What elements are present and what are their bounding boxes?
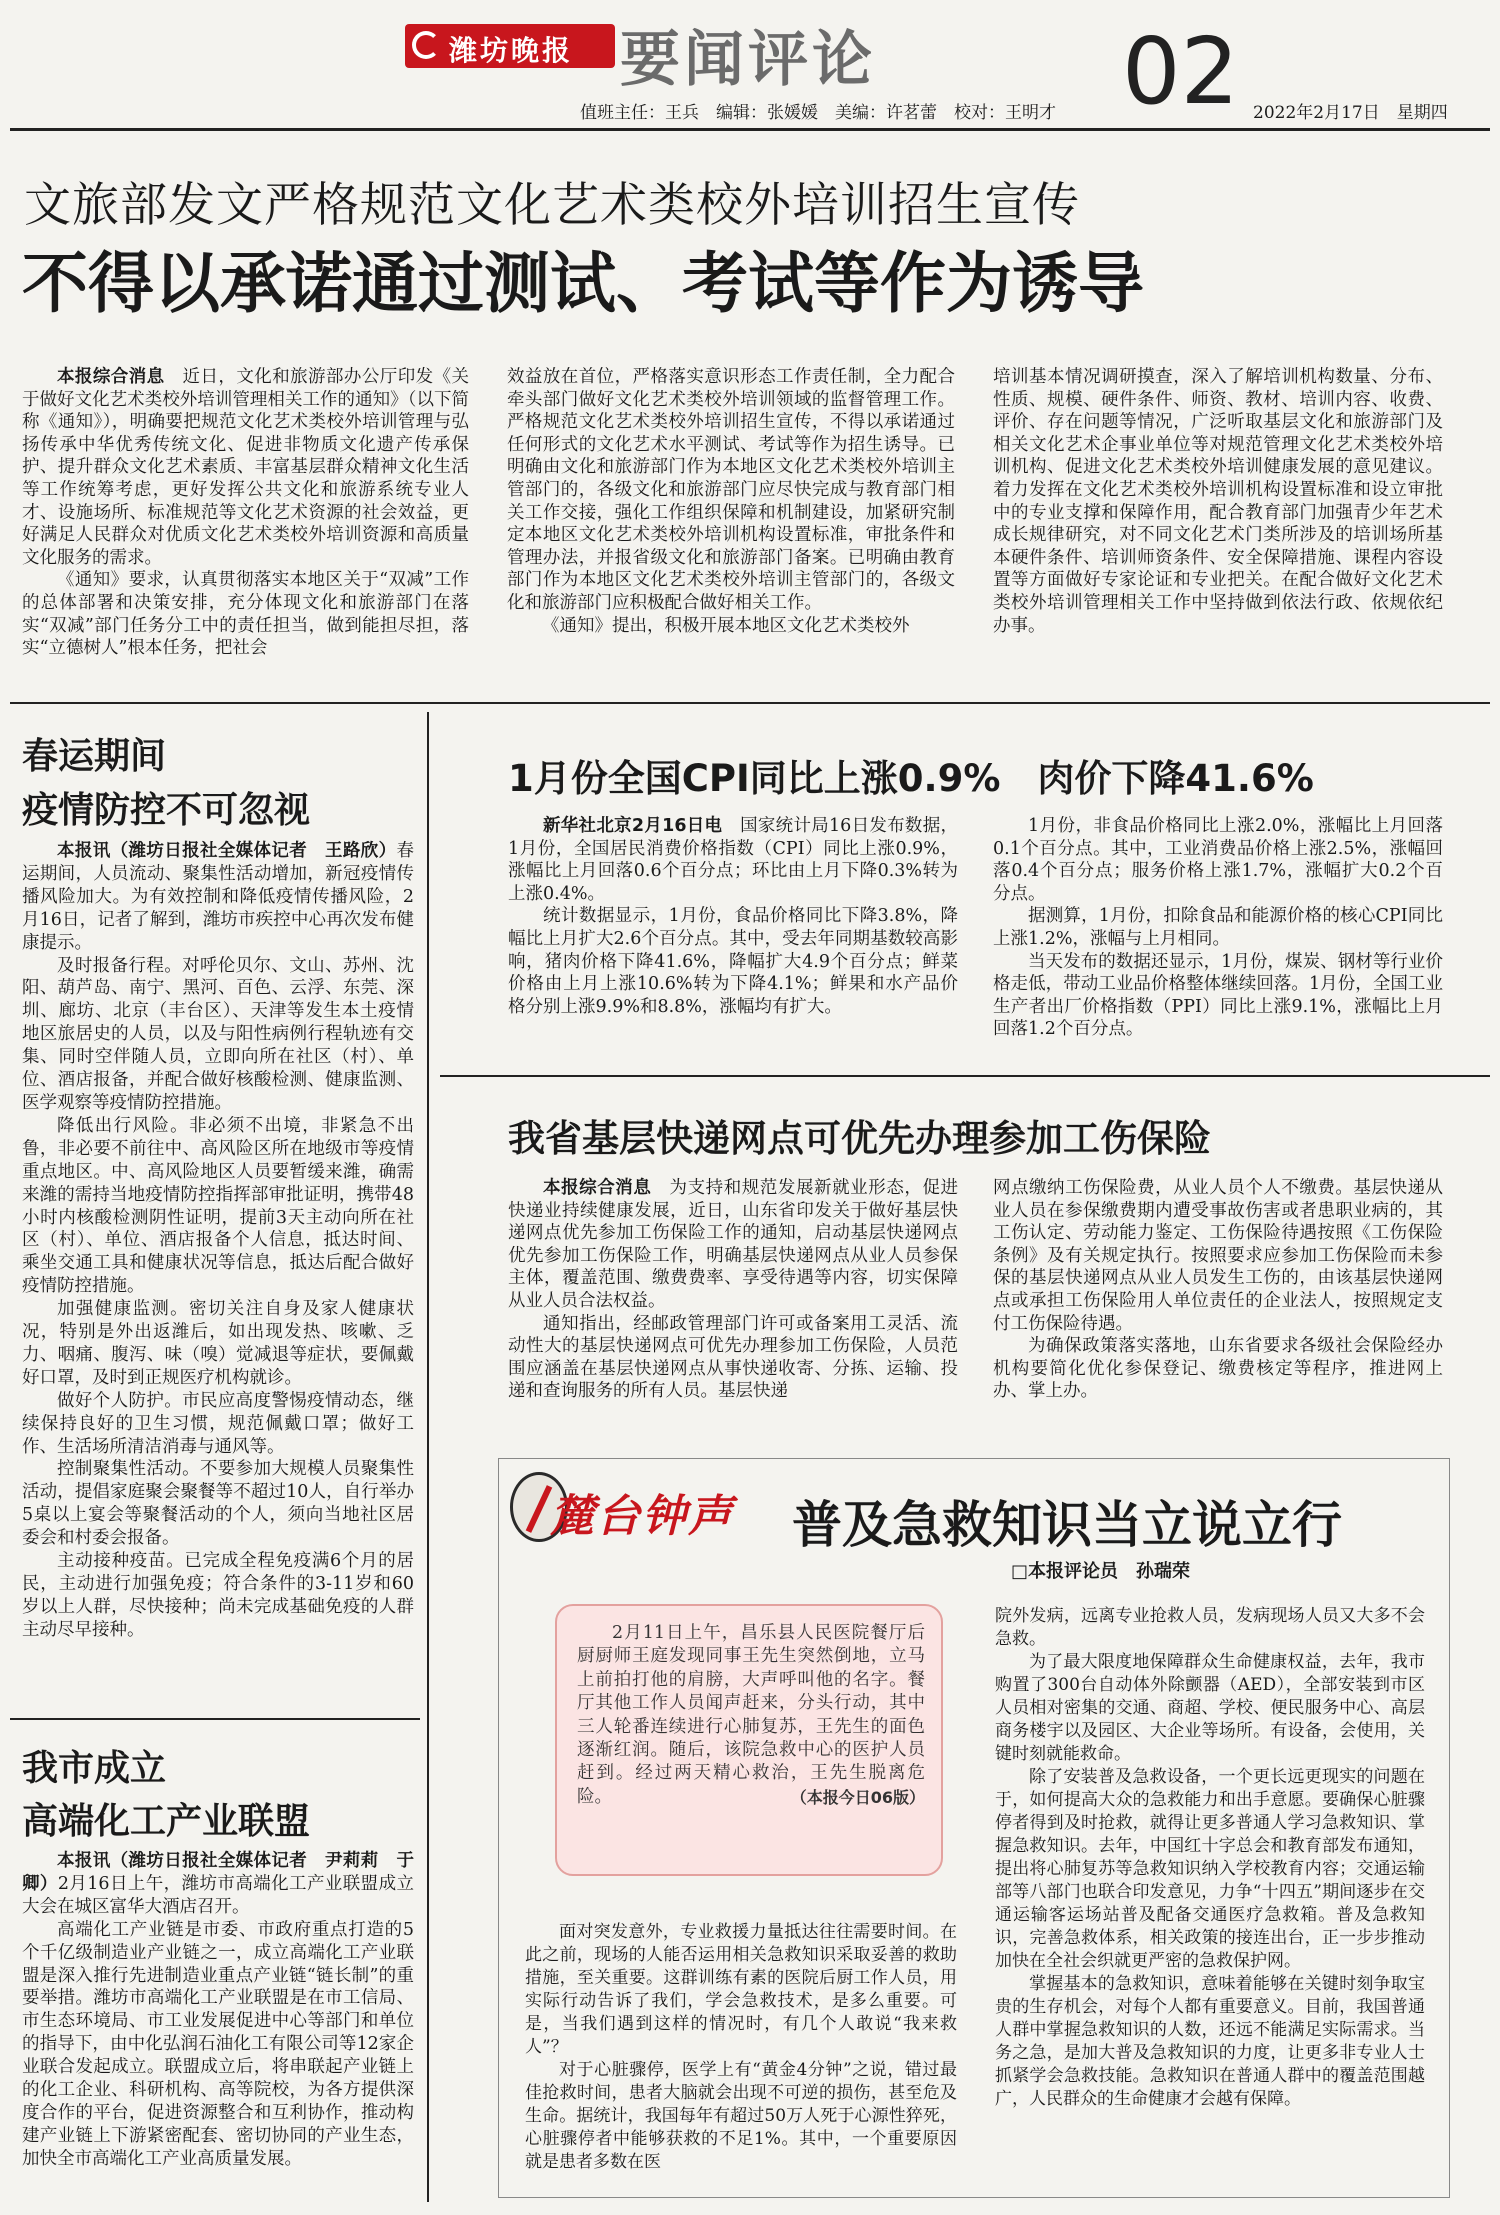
express-column-right (993, 1177, 1443, 1442)
paragraph: 为确保政策落实落地，山东省要求各级社会保险经办机构要简化优化参保登记、缴费核定等程序，推进网上办、掌上办。 (993, 1336, 1443, 1402)
paragraph: 加强健康监测。密切关注自身及家人健康状况，特别是外出返潍后，如出现发热、咳嗽、乏力、咽痛、腹泻、味（嗅）觉减退等症状，要佩戴好口罩，及时到正规医疗机构就诊。 (22, 1299, 414, 1388)
paragraph: 掌握基本的急救知识，意味着能够在关键时刻争取宝贵的生存机会，对每个人都有重要意义。目前，我国普通人群中掌握急救知识的人数，还远不能满足实际需求。当务之急，是加大普及急救知识的力度，让更多非专业人士抓紧学会急救技能。急救知识在普通人群中的覆盖范围越广，人民群众的生命健康才会越有保障。 (995, 1974, 1425, 2109)
paragraph: 当天发布的数据还显示，1月份，煤炭、钢材等行业价格走低，带动工业品价格整体继续回落。1月份，全国工业生产者出厂价格指数（PPI）同比上涨9.1%，涨幅比上月回落1.2个百分点。 (993, 951, 1443, 1040)
alliance-byline: 本报讯（潍坊日报社全媒体记者 尹莉莉 于卿） (22, 1851, 414, 1894)
paragraph: 对于心脏骤停，医学上有“黄金4分钟”之说，错过最佳抢救时间，患者大脑就会出现不可逆的损伤，甚至危及生命。据统计，我国每年有超过50万人死于心源性猝死，心脏骤停者中能够获救的不足1%。其中，一个重要原因就是患者多数在医 (525, 2060, 957, 2172)
paragraph: 近日，文化和旅游部办公厅印发《关于做好文化艺术类校外培训管理相关工作的通知》（以下简称《通知》），明确要把规范文化艺术类校外培训管理与弘扬传承中华优秀传统文化、促进非物质文化遗产传承保护、提升群众文化艺术素质、丰富基层群众精神文化生活等工作统筹考虑，更好发挥公共文化和旅游系统专业人才、设施场所、标准规范等文化艺术资源的社会效益，更好满足人民群众对优质文化艺术类校外培训资源和高质量文化服务的需求。 (22, 367, 469, 568)
spring-byline: 本报讯（潍坊日报社全媒体记者 王路欣） (57, 841, 397, 861)
lead-headline: 不得以承诺通过测试、考试等作为诱导 (22, 245, 1144, 322)
cpi-byline: 新华社北京2月16日电 (543, 816, 723, 836)
alliance-headline-line2: 高端化工产业联盟 (22, 1801, 311, 1842)
paragraph: 国家统计局16日发布数据，1月份，全国居民消费价格指数（CPI）同比上涨0.9%，涨幅比上月回落0.6个百分点；环比由上月下降0.3%转为上涨0.4%。 (508, 816, 958, 904)
paragraph: 春运期间，人员流动、聚集性活动增加，新冠疫情传播风险加大。为有效控制和降低疫情传播风险，2月16日，记者了解到，潍坊市疾控中心再次发布健康提示。 (22, 841, 414, 953)
page-number: 02 (1122, 18, 1240, 125)
paragraph: 网点缴纳工伤保险费，从业人员个人不缴费。基层快递从业人员在参保缴费期内遭受事故伤害或者患职业病的，其工伤认定、劳动能力鉴定、工伤保险待遇按照《工伤保险条例》及有关规定执行。按照要求应参加工伤保险而未参保的基层快递网点从业人员发生工伤的，由该基层快递网点或承担工伤保险用人单位责任的企业法人，按照规定支付工伤保险待遇。 (993, 1178, 1443, 1334)
paragraph: 统计数据显示，1月份，食品价格同比下降3.8%，降幅比上月扩大2.6个百分点。其中，受去年同期基数较高影响，猪肉价格下降41.6%，降幅扩大4.9个百分点；鲜菜价格由上月上涨10.6%转为下降4.1%；鲜果和水产品价格分别上涨9.9%和8.8%，涨幅均有扩大。 (508, 906, 958, 1017)
paragraph: 据测算，1月份，扣除食品和能源价格的核心CPI同比上涨1.2%，涨幅与上月相同。 (993, 906, 1443, 949)
issue-date: 2022年2月17日 星期四 (1253, 103, 1448, 123)
staff-line: 值班主任：王兵 编辑：张媛媛 美编：许茗蕾 校对：王明才 (580, 103, 1056, 123)
masthead (0, 0, 1500, 130)
paragraph: 培训基本情况调研摸查，深入了解培训机构数量、分布、性质、规模、硬件条件、师资、教材、培训内容、收费、评价、存在问题等情况，广泛听取基层文化和旅游部门及相关文化艺术企事业单位等对规范管理文化艺术类校外培训机构、促进文化艺术类校外培训健康发展的意见建议。着力发挥在文化艺术类校外培训机构设置标准和设立审批中的专业支撑和保障作用，配合教育部门加强青少年艺术成长规律研究，对不同文化艺术门类所涉及的培训场所基本硬件条件、培训师资条件、安全保障措施、课程内容设置等方面做好专家论证和专业把关。在配合做好文化艺术类校外培训管理相关工作中坚持做到依法行政、依规依纪办事。 (993, 367, 1443, 636)
alliance-headline-line1: 我市成立 (22, 1748, 167, 1789)
column-author: □本报评论员 孙瑞荣 (1011, 1561, 1191, 1582)
quote-source: （本报今日06版） (790, 1788, 925, 1808)
alliance-body (22, 1850, 414, 2210)
lead-column-2 (507, 366, 955, 686)
paper-logo (405, 24, 615, 68)
column-headline: 普及急救知识当立说立行 (792, 1496, 1342, 1554)
paragraph: 通知指出，经邮政管理部门许可或备案用工灵活、流动性大的基层快递网点可优先办理参加工伤保险，人员范围应涵盖在基层快递网点从事快递收寄、分拣、运输、投递和查询服务的所有人员。基层快递 (508, 1313, 958, 1402)
lead-kicker: 文旅部发文严格规范文化艺术类校外培训招生宣传 (24, 178, 1080, 233)
quote-text (577, 1622, 925, 1862)
paragraph: 为支持和规范发展新就业形态，促进快递业持续健康发展，近日，山东省印发关于做好基层快递网点优先参加工伤保险工作的通知，启动基层快递网点优先参加工伤保险工作，明确基层快递网点从业人员参保主体，覆盖范围、缴费费率、享受待遇等内容，切实保障从业人员合法权益。 (508, 1178, 958, 1311)
paragraph: 2月11日上午，昌乐县人民医院餐厅后厨厨师王庭发现同事王先生突然倒地，立马上前拍打他的肩膀，大声呼叫他的名字。餐厅其他工作人员闻声赶来，分头行动，其中三人轮番连续进行心肺复苏，王先生的面色逐渐红润。随后，该院急救中心的医护人员赶到。经过两天精心救治，王先生脱离危险。 (577, 1623, 925, 1807)
lead-bottom-rule (10, 702, 1490, 704)
logo-swirl-icon (412, 31, 440, 59)
paragraph: 降低出行风险。非必须不出境，非紧急不出鲁，非必要不前往中、高风险区所在地级市等疫情重点地区。中、高风险地区人员要暂缓来潍，确需来潍的需持当地疫情防控指挥部审批证明，携带48小时内核酸检测阴性证明，提前3天主动向所在社区（村）、单位、酒店报备个人信息，抵达时间、乘坐交通工具和健康状况等信息，抵达后配合做好疫情防控措施。 (22, 1115, 414, 1297)
paragraph: 《通知》提出，积极开展本地区文化艺术类校外 (542, 615, 910, 636)
masthead-rule (10, 128, 1490, 131)
column-logo (510, 1466, 780, 1550)
left-column-divider (427, 712, 429, 2202)
cpi-column-right (993, 815, 1443, 1065)
paper-name: 潍坊晚报 (449, 34, 574, 67)
quote-box (555, 1604, 943, 1876)
lead-column-3 (993, 366, 1443, 686)
paragraph: 《通知》要求，认真贯彻落实本地区关于“双减”工作的总体部署和决策安排，充分体现文化和旅游部门在落实“双减”部门任务分工中的责任担当，做到能担尽担，落实“立德树人”根本任务，把社会 (22, 570, 469, 659)
column-logo-text: 麓台钟声 (550, 1491, 734, 1542)
paragraph: 效益放在首位，严格落实意识形态工作责任制，全力配合牵头部门做好文化艺术类校外培训领域的监督管理工作。严格规范文化艺术类校外培训招生宣传，不得以承诺通过任何形式的文化艺术水平测试、考试等作为招生诱导。已明确由文化和旅游部门作为本地区文化艺术类校外培训主管部门的，各级文化和旅游部门应尽快完成与教育部门相关工作交接，强化工作组织保障和机制建设，加紧研究制定本地区文化艺术类校外培训机构设置标准，审批条件和管理办法，并报省级文化和旅游部门备案。已明确由教育部门作为本地区文化艺术类校外培训主管部门的，各级文化和旅游部门应积极配合做好相关工作。 (507, 367, 955, 613)
express-column-left (508, 1177, 958, 1442)
column-body-right (995, 1605, 1425, 2193)
cpi-column-left (508, 815, 958, 1065)
paragraph: 1月份，非食品价格同比上涨2.0%，涨幅比上月回落0.1个百分点。其中，工业消费品价格上涨2.5%，涨幅回落0.4个百分点；服务价格上涨1.7%，涨幅扩大0.2个百分点。 (993, 816, 1443, 904)
express-byline: 本报综合消息 (543, 1178, 652, 1198)
column-body-left (525, 1921, 957, 2191)
express-headline: 我省基层快递网点可优先办理参加工伤保险 (508, 1117, 1211, 1160)
lead-column-1 (22, 366, 469, 686)
paragraph: 主动接种疫苗。已完成全程免疫满6个月的居民，主动进行加强免疫；符合条件的3-11岁和60岁以上人群，尽快接种；尚未完成基础免疫的人群主动尽早接种。 (22, 1551, 414, 1640)
paragraph: 2月16日上午，潍坊市高端化工产业联盟成立大会在城区富华大酒店召开。 (22, 1873, 414, 1917)
paragraph: 控制聚集性活动。不要参加大规模人员聚集性活动，提倡家庭聚会聚餐等不超过10人，自行举办5桌以上宴会等聚餐活动的个人，须向当地社区居委会和村委会报备。 (22, 1459, 414, 1549)
spring-headline-line2: 疫情防控不可忽视 (22, 790, 311, 831)
section-title: 要闻评论 (620, 25, 876, 95)
paragraph: 院外发病，远离专业抢救人员，发病现场人员又大多不会急救。 (995, 1606, 1425, 1649)
spring-body (22, 840, 414, 1720)
paragraph: 做好个人防护。市民应高度警惕疫情动态，继续保持良好的卫生习惯，规范佩戴口罩；做好工作、生活场所清洁消毒与通风等。 (22, 1390, 414, 1457)
cpi-headline: 1月份全国CPI同比上涨0.9% 肉价下降41.6% (508, 757, 1314, 800)
paragraph: 面对突发意外，专业救援力量抵达往往需要时间。在此之前，现场的人能否运用相关急救知识采取妥善的救助措施，至关重要。这群训练有素的医院后厨工作人员，用实际行动告诉了我们，学会急救技术，是多么重要。可是，当我们遇到这样的情况时，有几个人敢说“我来救人”？ (525, 1922, 957, 2057)
paragraph: 除了安装普及急救设备，一个更长远更现实的问题在于，如何提高大众的急救能力和出手意愿。要确保心脏骤停者得到及时抢救，就得让更多普通人学习急救知识、掌握急救知识。去年，中国红十字总会和教育部发布通知，提出将心肺复苏等急救知识纳入学校教育内容；交通运输部等八部门也联合印发意见，力争“十四五”期间逐步在交通运输客运场站普及配备交通医疗急救箱。普及急救知识，完善急救体系，相关政策的接连出台，正一步步推动加快在全社会织就更严密的急救保护网。 (995, 1767, 1425, 1971)
paragraph: 高端化工产业链是市委、市政府重点打造的5个千亿级制造业产业链之一，成立高端化工产业联盟是深入推行先进制造业重点产业链“链长制”的重要举措。潍坊市高端化工产业联盟是在市工信局、市生态环境局、市工业发展促进中心等部门和单位的指导下，由中化弘润石油化工有限公司等12家企业联合发起成立。联盟成立后，将串联起产业链上的化工企业、科研机构、高等院校，为各方提供深度合作的平台，促进资源整合和互利协作，推动构建产业链上下游紧密配套、密切协同的产业生态，加快全市高端化工产业高质量发展。 (22, 1919, 414, 2169)
lead-byline: 本报综合消息 (57, 367, 165, 387)
paragraph: 为了最大限度地保障群众生命健康权益，去年，我市购置了300台自动体外除颤器（AED），全部安装到市区人员相对密集的交通、商超、学校、便民服务中心、高层商务楼宇以及园区、大企业等场所。有设备，会使用，关键时刻就能救命。 (995, 1652, 1425, 1764)
spring-headline-line1: 春运期间 (22, 736, 167, 777)
paragraph: 及时报备行程。对呼伦贝尔、文山、苏州、沈阳、葫芦岛、南宁、黑河、百色、云浮、东莞、深圳、廊坊、北京（丰台区）、天津等发生本土疫情地区旅居史的人员，以及与阳性病例行程轨迹有交集、同时空伴随人员，立即向所在社区（村）、单位、酒店报备，并配合做好核酸检测、健康监测、医学观察等疫情防控措施。 (22, 955, 414, 1113)
cpi-bottom-rule (440, 1075, 1490, 1077)
alliance-top-rule (10, 1718, 420, 1720)
